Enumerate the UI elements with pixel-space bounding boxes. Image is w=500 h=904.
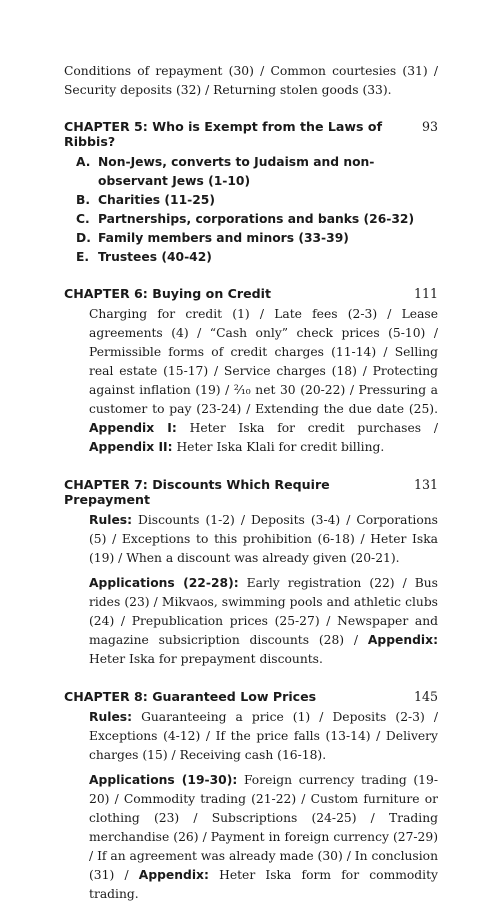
chapter-6-body	[89, 305, 438, 457]
appendix-2-text: Heter Iska Klali for credit billing.	[176, 440, 385, 454]
chapter-6-title: CHAPTER 6: Buying on Credit	[64, 286, 272, 301]
section-item	[76, 248, 438, 267]
chapter-8-body	[89, 708, 438, 904]
section-letter: B.	[76, 193, 91, 207]
appendix-1-label: Appendix I:	[89, 421, 177, 435]
applications-label: Applications (19-30):	[89, 773, 238, 787]
chapter-7-rules	[89, 511, 438, 568]
appendix-label: Appendix:	[138, 868, 209, 882]
chapter-8	[64, 689, 438, 904]
chapter-8-page-number: 145	[413, 689, 438, 704]
chapter-5-sections	[76, 153, 438, 267]
appendix-label: Appendix:	[367, 633, 438, 647]
chapter-8-title: CHAPTER 8: Guaranteed Low Prices	[64, 689, 317, 704]
section-text: Partnerships, corporations and banks (26-32)	[98, 212, 415, 226]
applications-text: Foreign currency trading (19-20) / Commodity trading (21-22) / Custom furniture or clothing (23) / Subscriptions (24-25) / Trading merchandise (26) / Payment in foreign currency (27-29) / If an agreement was already made (30) / In conclusion (31) /	[89, 773, 438, 882]
chapter-8-heading[interactable]	[64, 689, 438, 704]
chapter-5-heading[interactable]	[64, 119, 438, 149]
section-item	[76, 210, 438, 229]
section-text: Family members and minors (33-39)	[98, 231, 349, 245]
rules-label: Rules:	[89, 513, 133, 527]
rules-label: Rules:	[89, 710, 133, 724]
chapter-7-page-number: 131	[413, 477, 438, 492]
applications-text: Early registration (22) / Bus rides (23) / Mikvaos, swimming pools and athletic clubs (24) / Prepublication prices (25-27) / Newspaper and magazine subsicription discounts (28) /	[89, 576, 438, 647]
section-text: Non-Jews, converts to Judaism and non-observant Jews (1-10)	[98, 155, 375, 188]
toc-page	[64, 62, 438, 904]
rules-text: Discounts (1-2) / Deposits (3-4) / Corporations (5) / Exceptions to this prohibition (6-18) / Heter Iska (19) / When a discount was already given (20-21).	[89, 513, 438, 565]
section-letter: A.	[76, 155, 91, 169]
chapter-8-rules	[89, 708, 438, 765]
chapter-6-text: Charging for credit (1) / Late fees (2-3) / Lease agreements (4) / “Cash only” check prices (5-10) / Permissible forms of credit charges (11-14) / Selling real estate (15-17) / Service charges (18) / Protecting against inflation (19) / ²⁄₁₀ net 30 (20-22) / Pressuring a customer to pay (23-24) / Extending the due date (25).	[89, 307, 438, 416]
chapter-6	[64, 286, 438, 457]
appendix-2-label: Appendix II:	[89, 440, 173, 454]
appendix-text: Heter Iska for prepayment discounts.	[89, 652, 323, 666]
chapter-8-applications	[89, 771, 438, 904]
chapter-5-page-number: 93	[421, 119, 438, 134]
section-letter: D.	[76, 231, 91, 245]
section-letter: C.	[76, 212, 90, 226]
appendix-text: Heter Iska form for commodity trading.	[89, 868, 438, 901]
chapter-7-heading[interactable]	[64, 477, 438, 507]
rules-text: Guaranteeing a price (1) / Deposits (2-3) / Exceptions (4-12) / If the price falls (13-14) / Delivery charges (15) / Receiving cash (16-18).	[89, 710, 438, 762]
chapter-6-page-number: 111	[413, 286, 438, 301]
section-text: Trustees (40-42)	[98, 250, 212, 264]
chapter-6-summary	[89, 305, 438, 457]
chapter-4-continuation: Conditions of repayment (30) / Common courtesies (31) / Security deposits (32) / Returning stolen goods (33).	[64, 64, 438, 97]
chapter-5-title: CHAPTER 5: Who is Exempt from the Laws of Ribbis?	[64, 119, 383, 149]
section-item	[76, 191, 438, 210]
chapter-5	[64, 119, 438, 267]
section-item	[76, 153, 438, 191]
chapter-7-title: CHAPTER 7: Discounts Which Require Prepayment	[64, 477, 330, 507]
chapter-7-body	[89, 511, 438, 669]
chapter-6-heading[interactable]	[64, 286, 438, 301]
section-item	[76, 229, 438, 248]
applications-label: Applications (22-28):	[89, 576, 239, 590]
section-text: Charities (11-25)	[98, 193, 215, 207]
section-letter: E.	[76, 250, 90, 264]
chapter-7-applications	[89, 574, 438, 669]
chapter-7	[64, 477, 438, 669]
appendix-1-text: Heter Iska for credit purchases /	[189, 421, 438, 435]
